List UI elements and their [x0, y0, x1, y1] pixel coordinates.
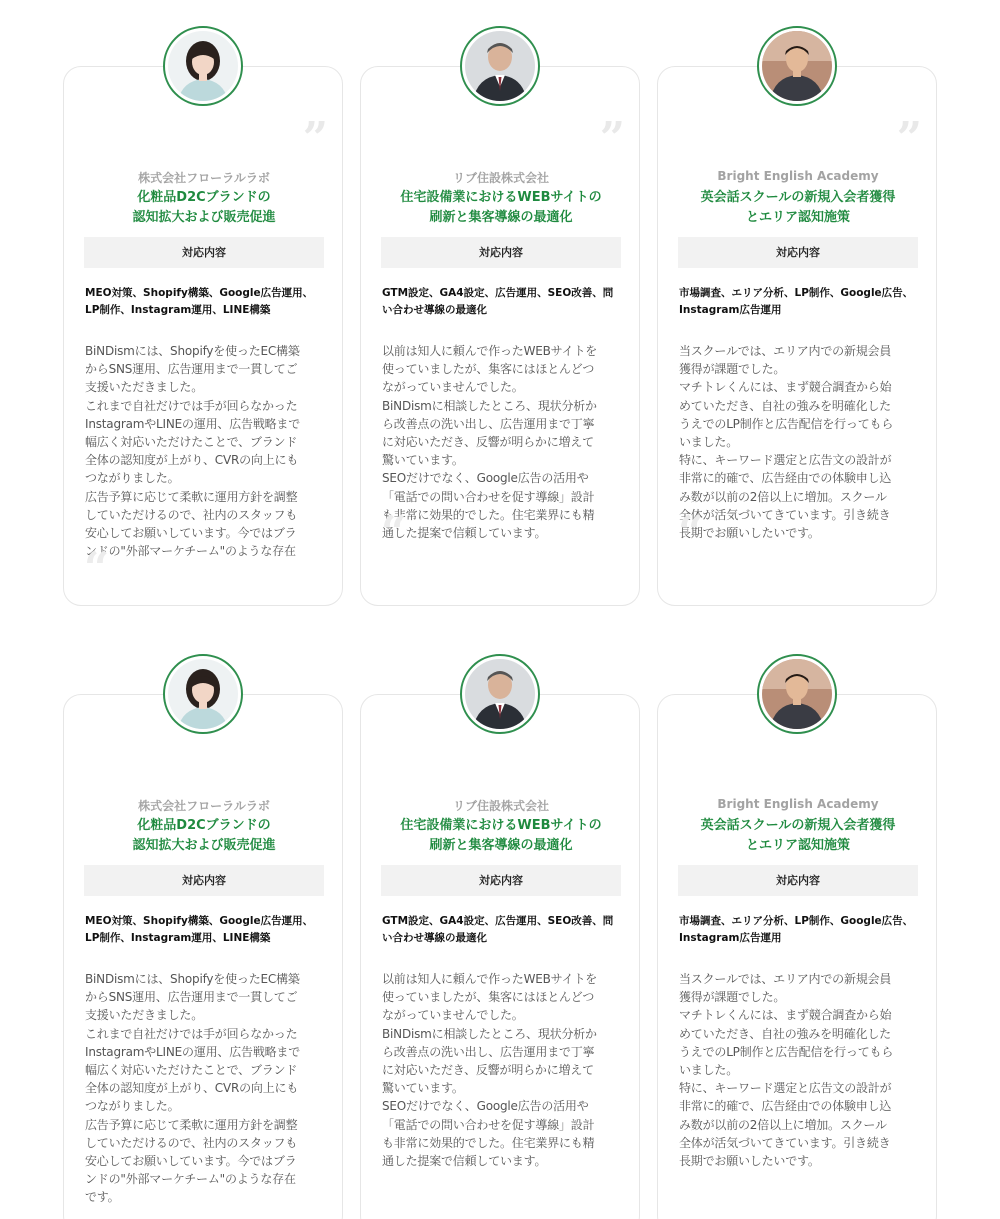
scope-label: 対応内容: [678, 865, 918, 896]
avatar: [163, 26, 243, 106]
testimonial-text: BiNDismには、Shopifyを使ったEC構築 からSNS運用、広告運用まで一貫してご 支援いただきました。 これまで自社だけでは手が回らなかった InstagramやLINEの運用、広告戦略まで 幅広く対応いただけたことで、ブランド 全体の認知度が上がり、CVRの向上にも つながりました。 広告予算に応じて柔軟に運用方針を調整 していただけるので、社内のスタッフも 安心してお願いしています。今ではブラ ンドの"外部マーケチーム"のような存在: [85, 344, 301, 559]
services-list: 市場調査、エリア分析、LP制作、Google広告、Instagram広告運用: [679, 287, 914, 316]
card-body: [63, 694, 343, 1219]
businessman-portrait-icon: [465, 659, 535, 729]
testimonial-text: BiNDismには、Shopifyを使ったEC構築 からSNS運用、広告運用まで一貫してご 支援いただきました。 これまで自社だけでは手が回らなかった InstagramやLINEの運用、広告戦略まで 幅広く対応いただけたことで、ブランド 全体の認知度が上がり、CVRの向上にも つながりました。 広告予算に応じて柔軟に運用方針を調整 していただけるので、社内のスタッフも 安心してお願いしています。今ではブラ ンドの"外部マーケチーム"のような存在 です。: [85, 972, 301, 1205]
testimonial-card: [360, 654, 640, 1219]
avatar: [460, 26, 540, 106]
scope-label: 対応内容: [84, 237, 324, 268]
card-body: [360, 694, 640, 1219]
testimonial-card: [63, 26, 343, 606]
card-body: [657, 66, 937, 606]
avatar: [460, 654, 540, 734]
testimonial-text: 以前は知人に頼んで作ったWEBサイトを 使っていましたが、集客にはほとんどつ ながっていませんでした。 BiNDismに相談したところ、現状分析か ら改善点の洗い出し、広告運用まで丁寧 に対応いただき、反響が明らかに増えて 驚いています。 SEOだけでなく、Google広告の活用や 「電話での問い合わせを促す導線」設計 も非常に効果的でした。住宅業界にも精 通した提案で信頼しています。: [382, 344, 598, 541]
scope-label: 対応内容: [84, 865, 324, 896]
case-headline: 住宅設備業におけるWEBサイトの 刷新と集客導線の最適化: [400, 190, 602, 225]
woman-portrait-icon: [168, 659, 238, 729]
services-list: GTM設定、GA4設定、広告運用、SEO改善、問い合わせ導線の最適化: [382, 915, 614, 944]
avatar: [757, 654, 837, 734]
card-body: [63, 66, 343, 606]
testimonial-text: 当スクールでは、エリア内での新規会員 獲得が課題でした。 マチトレくんには、まず競合調査から始 めていただき、自社の強みを明確化した うえでのLP制作と広告配信を行ってもら いました。 特に、キーワード選定と広告文の設計が 非常に的確で、広告経由での体験申し込 み数が以前の2倍以上に増加。スクール 全体が活気づいてきています。引き続き 長期でお願いしたいです。: [679, 344, 894, 541]
company-name: 株式会社フローラルラボ: [138, 171, 270, 185]
case-headline: 英会話スクールの新規入会者獲得 とエリア認知施策: [700, 818, 896, 853]
opening-quote-icon: “: [84, 543, 106, 594]
testimonial-card: [63, 654, 343, 1219]
services-list: 市場調査、エリア分析、LP制作、Google広告、Instagram広告運用: [679, 915, 914, 944]
closing-quote-icon: ”: [599, 113, 621, 164]
services-list: GTM設定、GA4設定、広告運用、SEO改善、問い合わせ導線の最適化: [382, 287, 614, 316]
scope-label: 対応内容: [381, 237, 621, 268]
testimonial-row: [63, 26, 937, 606]
company-name: リブ住設株式会社: [452, 799, 549, 813]
case-headline: 住宅設備業におけるWEBサイトの 刷新と集客導線の最適化: [400, 818, 602, 853]
testimonial-row: [63, 654, 937, 1219]
avatar: [757, 26, 837, 106]
scope-label: 対応内容: [678, 237, 918, 268]
young-man-portrait-icon: [762, 31, 832, 101]
opening-quote-icon: “: [381, 507, 403, 558]
opening-quote-icon: “: [678, 507, 700, 558]
company-name: Bright English Academy: [717, 169, 879, 183]
case-headline: 化粧品D2Cブランドの 認知拡大および販売促進: [132, 190, 276, 225]
closing-quote-icon: ”: [302, 113, 324, 164]
testimonial-card: [657, 26, 937, 606]
company-name: Bright English Academy: [717, 797, 879, 811]
card-body: [657, 694, 937, 1219]
closing-quote-icon: ”: [896, 113, 918, 164]
company-name: 株式会社フローラルラボ: [138, 799, 270, 813]
woman-portrait-icon: [168, 31, 238, 101]
testimonial-text: 当スクールでは、エリア内での新規会員 獲得が課題でした。 マチトレくんには、まず競合調査から始 めていただき、自社の強みを明確化した うえでのLP制作と広告配信を行ってもら いました。 特に、キーワード選定と広告文の設計が 非常に的確で、広告経由での体験申し込 み数が以前の2倍以上に増加。スクール 全体が活気づいてきています。引き続き 長期でお願いしたいです。: [679, 972, 894, 1169]
businessman-portrait-icon: [465, 31, 535, 101]
services-list: MEO対策、Shopify構築、Google広告運用、LP制作、Instagram運用、LINE構築: [85, 915, 314, 944]
young-man-portrait-icon: [762, 659, 832, 729]
services-list: MEO対策、Shopify構築、Google広告運用、LP制作、Instagram運用、LINE構築: [85, 287, 314, 316]
case-headline: 英会話スクールの新規入会者獲得 とエリア認知施策: [700, 190, 896, 225]
testimonial-card: [657, 654, 937, 1219]
avatar: [163, 654, 243, 734]
testimonial-text: 以前は知人に頼んで作ったWEBサイトを 使っていましたが、集客にはほとんどつ ながっていませんでした。 BiNDismに相談したところ、現状分析か ら改善点の洗い出し、広告運用まで丁寧 に対応いただき、反響が明らかに増えて 驚いています。 SEOだけでなく、Google広告の活用や 「電話での問い合わせを促す導線」設計 も非常に効果的でした。住宅業界にも精 通した提案で信頼しています。: [382, 972, 598, 1169]
card-body: [360, 66, 640, 606]
case-headline: 化粧品D2Cブランドの 認知拡大および販売促進: [132, 818, 276, 853]
testimonial-card: [360, 26, 640, 606]
scope-label: 対応内容: [381, 865, 621, 896]
company-name: リブ住設株式会社: [452, 171, 549, 185]
